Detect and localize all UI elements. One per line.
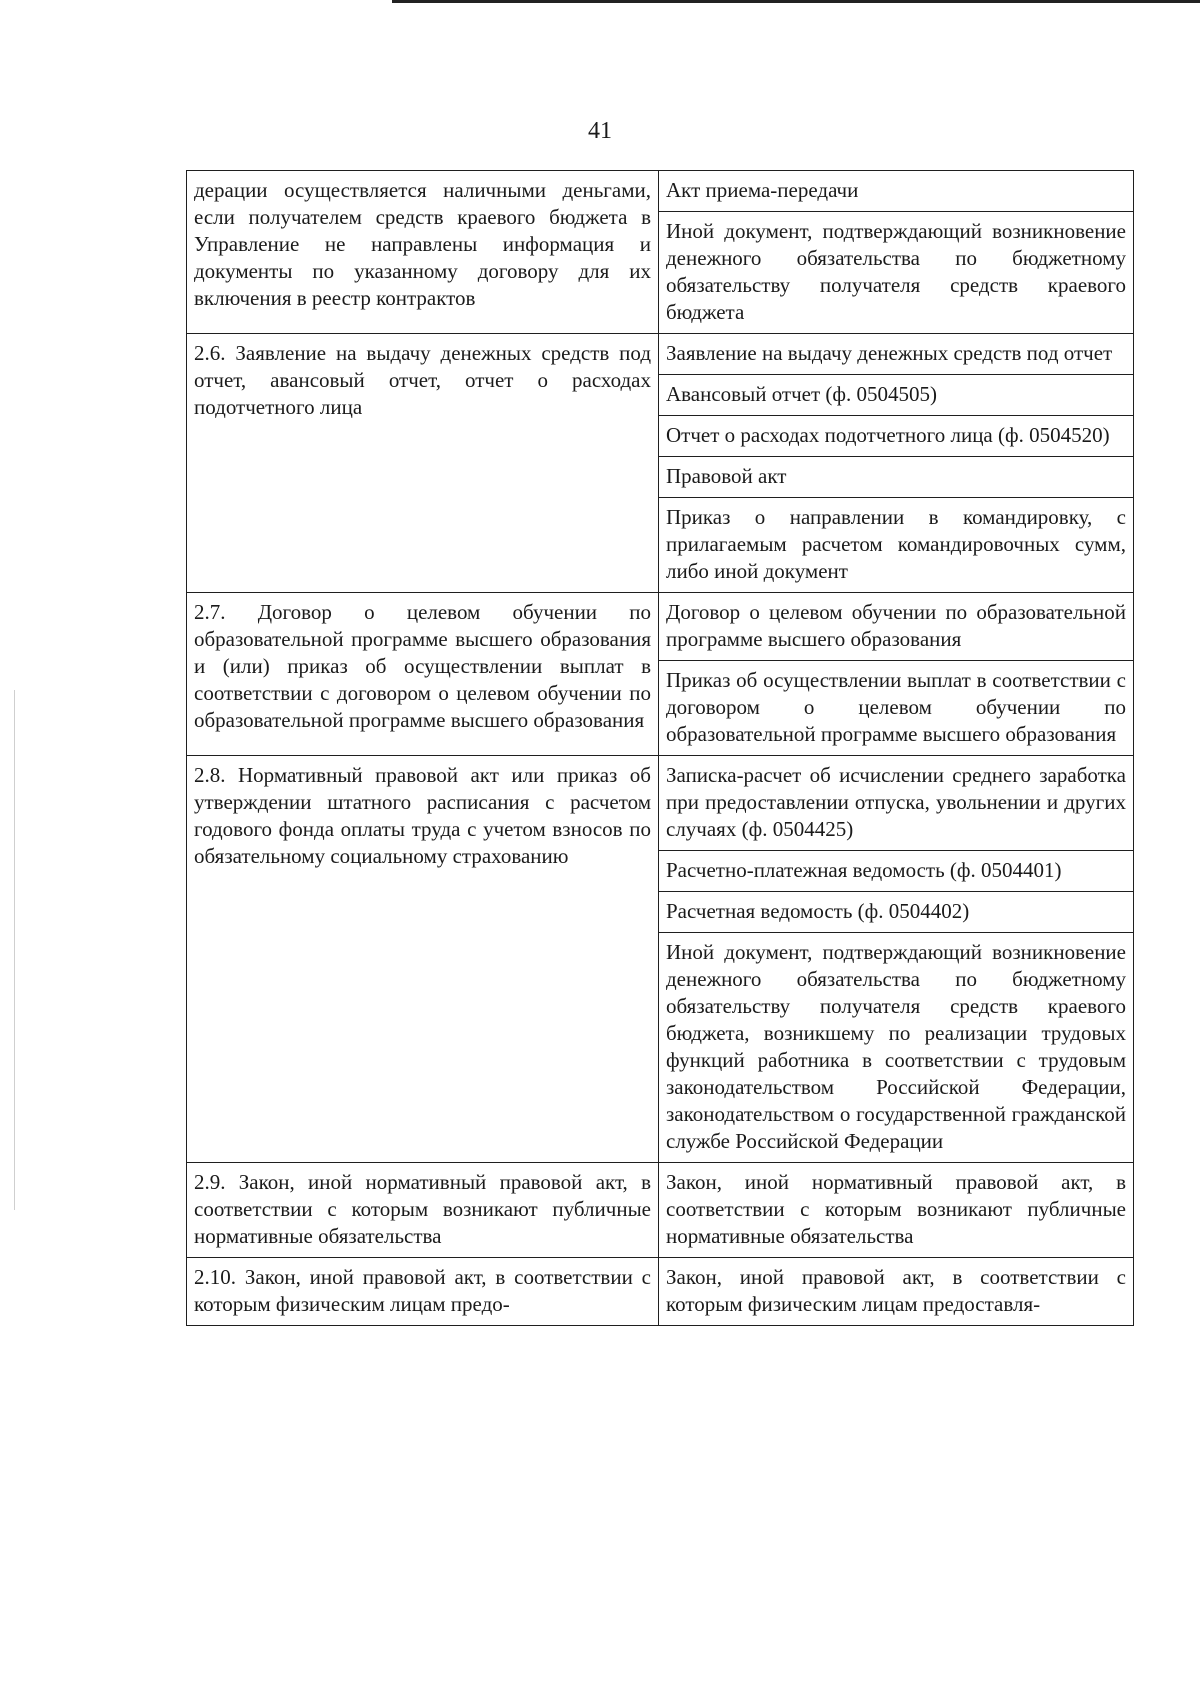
row-right-cell: Заявление на выдачу денежных средств под отчет [659,334,1134,375]
row-right-cell: Приказ об осуществлении выплат в соответствии с договором о целевом обучении по образовательной программе высшего образования [659,661,1134,756]
documents-table [186,170,1134,1326]
scan-margin-line [14,690,15,1210]
top-rule [392,0,1200,3]
row-right-cell: Иной документ, подтверждающий возникновение денежного обязательства по бюджетному обязательству получателя средств краевого бюджета, возникшему по реализации трудовых функций работника в соответствии с трудовым законодательством Российской Федерации, законодательством о государственной гражданской службе Российской Федерации [659,933,1134,1163]
row-right-cell: Закон, иной правовой акт, в соответствии с которым физическим лицам предоставля- [659,1258,1134,1326]
row-right-cell: Акт приема-передачи [659,171,1134,212]
row-left-cell: дерации осуществляется наличными деньгами, если получателем средств краевого бюджета в Управление не направлены информация и документы по указанному договору для их включения в реестр контрактов [187,171,659,334]
table-row [187,1163,1134,1258]
row-left-cell: 2.7. Договор о целевом обучении по образовательной программе высшего образования и (или) приказ об осуществлении выплат в соответствии с договором о целевом обучении по образовательной программе высшего образования [187,593,659,756]
table-row [187,1258,1134,1326]
table-row [187,593,1134,661]
table-row [187,756,1134,851]
row-right-cell: Правовой акт [659,457,1134,498]
row-left-cell: 2.9. Закон, иной нормативный правовой акт, в соответствии с которым возникают публичные нормативные обязательства [187,1163,659,1258]
row-right-cell: Записка-расчет об исчислении среднего заработка при предоставлении отпуска, увольнении и других случаях (ф. 0504425) [659,756,1134,851]
row-right-cell: Договор о целевом обучении по образовательной программе высшего образования [659,593,1134,661]
row-right-cell: Авансовый отчет (ф. 0504505) [659,375,1134,416]
row-right-cell: Закон, иной нормативный правовой акт, в соответствии с которым возникают публичные нормативные обязательства [659,1163,1134,1258]
row-right-cell: Расчетная ведомость (ф. 0504402) [659,892,1134,933]
table-row [187,171,1134,212]
row-right-cell: Расчетно-платежная ведомость (ф. 0504401) [659,851,1134,892]
row-left-cell: 2.6. Заявление на выдачу денежных средств под отчет, авансовый отчет, отчет о расходах подотчетного лица [187,334,659,593]
row-left-cell: 2.8. Нормативный правовой акт или приказ об утверждении штатного расписания с расчетом годового фонда оплаты труда с учетом взносов по обязательному социальному страхованию [187,756,659,1163]
table-row [187,334,1134,375]
row-right-cell: Отчет о расходах подотчетного лица (ф. 0504520) [659,416,1134,457]
page-number: 41 [588,118,612,144]
row-left-cell: 2.10. Закон, иной правовой акт, в соответствии с которым физическим лицам предо- [187,1258,659,1326]
row-right-cell: Иной документ, подтверждающий возникновение денежного обязательства по бюджетному обязательству получателя средств краевого бюджета [659,212,1134,334]
row-right-cell: Приказ о направлении в командировку, с прилагаемым расчетом командировочных сумм, либо иной документ [659,498,1134,593]
